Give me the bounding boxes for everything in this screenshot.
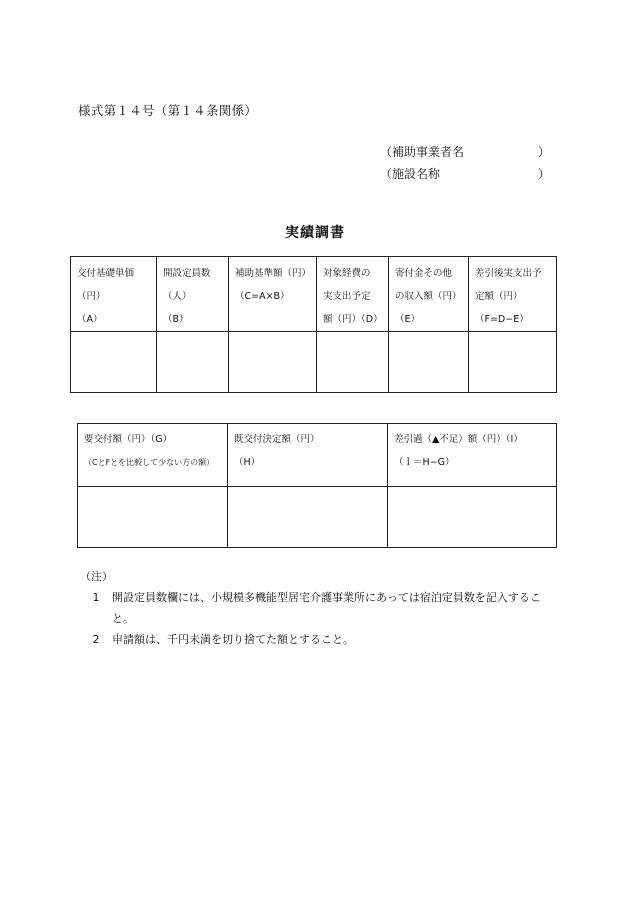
header-granted-amount	[228, 424, 388, 487]
facility-name-label: （施設名称	[380, 167, 441, 181]
operator-close-paren: ）	[537, 145, 550, 159]
header-donations-income	[389, 257, 469, 332]
header-line: 対象経費の	[323, 268, 371, 279]
header-line: の収入額（円）	[395, 291, 462, 302]
cell-net-expenditure[interactable]	[469, 332, 557, 393]
results-table-header-row	[71, 257, 557, 332]
header-line: 額（円）（D）	[323, 314, 383, 325]
facility-close-paren: ）	[537, 167, 550, 181]
notes-section	[80, 566, 560, 650]
results-table	[70, 256, 557, 393]
header-line: 要交付額（円）（G）	[84, 434, 173, 445]
header-line: （CとFとを比較して少ない方の額）	[84, 458, 215, 467]
cell-granted-amount[interactable]	[228, 487, 388, 548]
form-number: 様式第１４号（第１４条関係）	[78, 103, 258, 118]
cell-capacity[interactable]	[157, 332, 229, 393]
header-line: （円）	[77, 291, 106, 302]
document-title: 実績調書	[285, 225, 345, 241]
operator-name-label: （補助事業者名	[380, 145, 465, 159]
header-line: 差引後実支出予	[475, 268, 542, 279]
applicant-info	[380, 141, 550, 185]
cell-difference[interactable]	[388, 487, 557, 548]
cell-base-unit-price[interactable]	[71, 332, 157, 393]
header-line: 寄付金その他	[395, 268, 453, 279]
header-line: 実支出予定	[323, 291, 371, 302]
settlement-table-data-row	[78, 487, 557, 548]
header-line: （E）	[395, 314, 421, 325]
header-line: （人）	[163, 291, 192, 302]
cell-planned-expenditure[interactable]	[317, 332, 389, 393]
header-line: （H）	[234, 457, 261, 468]
note-item	[80, 629, 560, 650]
header-line: 交付基礎単価	[77, 268, 135, 279]
cell-subsidy-base-amount[interactable]	[229, 332, 317, 393]
header-net-expenditure	[469, 257, 557, 332]
header-required-grant	[78, 424, 228, 487]
header-line: 差引過（▲不足）額（円）（I）	[394, 434, 523, 445]
note-text: 開設定員数欄には、小規模多機能型居宅介護事業所にあっては宿泊定員数を記入すること。	[112, 591, 541, 625]
header-line: （B）	[163, 314, 189, 325]
note-number: 1	[92, 591, 100, 604]
header-capacity	[157, 257, 229, 332]
cell-donations-income[interactable]	[389, 332, 469, 393]
facility-name-line	[380, 163, 550, 185]
header-line: 定額（円）	[475, 291, 523, 302]
note-item	[80, 587, 560, 629]
header-base-unit-price	[71, 257, 157, 332]
header-planned-expenditure	[317, 257, 389, 332]
note-text: 申請額は、千円未満を切り捨てた額とすること。	[112, 633, 354, 646]
header-line: 補助基準額（円）	[235, 268, 312, 279]
notes-heading: （注）	[80, 570, 113, 583]
settlement-table-header-row	[78, 424, 557, 487]
note-number: 2	[92, 633, 100, 646]
settlement-table	[77, 423, 557, 548]
header-line: （A）	[77, 314, 103, 325]
results-table-data-row	[71, 332, 557, 393]
header-difference	[388, 424, 557, 487]
operator-name-line	[380, 141, 550, 163]
header-line: 開設定員数	[163, 268, 211, 279]
header-subsidy-base-amount	[229, 257, 317, 332]
header-line: （F=D−E）	[475, 314, 529, 325]
cell-required-grant[interactable]	[78, 487, 228, 548]
header-line: 既交付決定額（円）	[234, 434, 320, 445]
header-line: （Ｉ＝H−G）	[394, 457, 455, 468]
header-line: （C=A×B）	[235, 291, 290, 302]
